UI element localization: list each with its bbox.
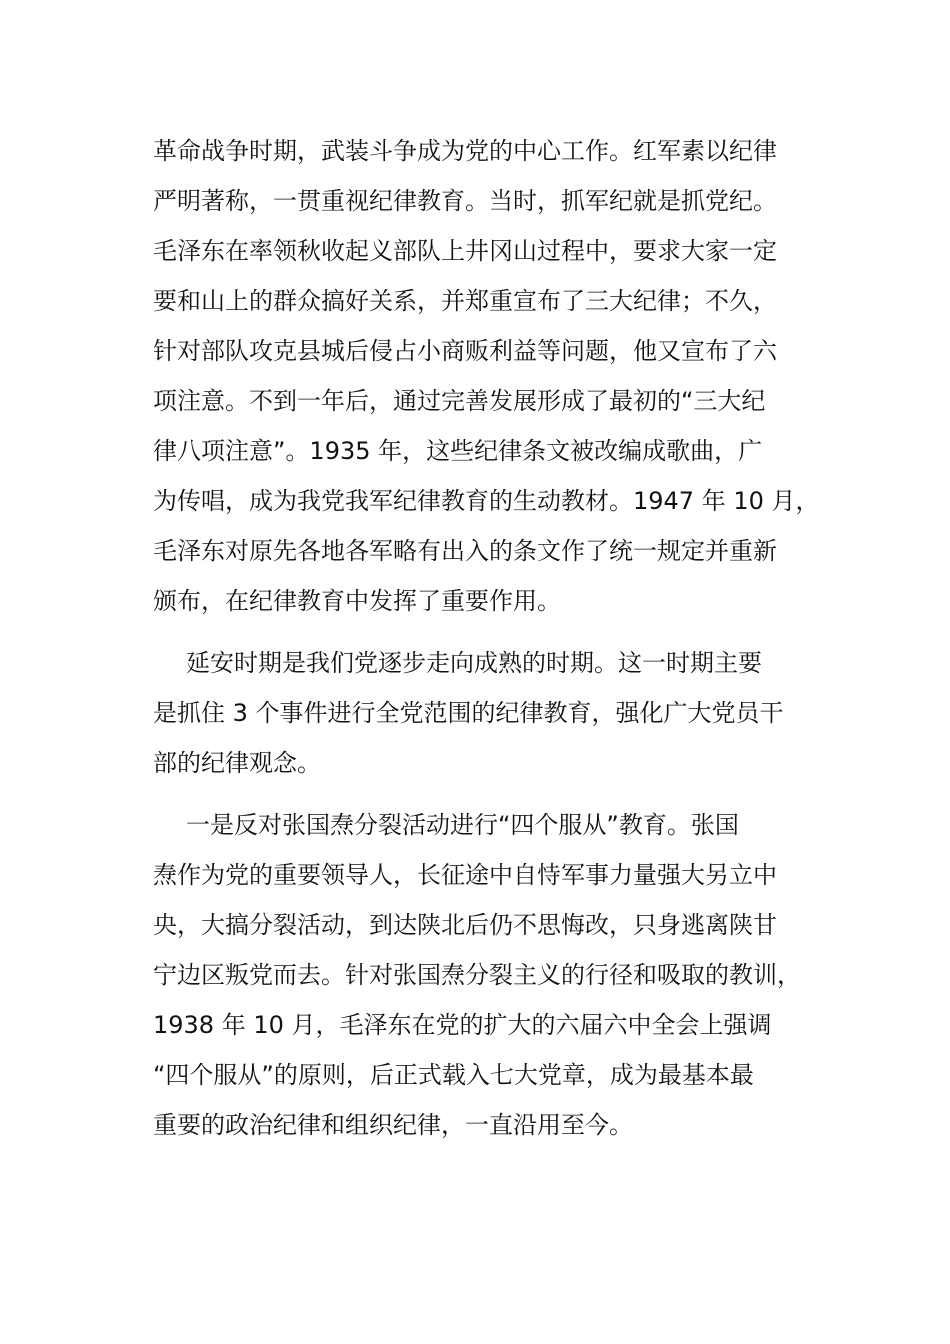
text-line: 严明著称，一贯重视纪律教育。当时，抓军纪就是抓党纪。 xyxy=(153,187,777,215)
text-line: 一是反对张国焘分裂活动进行“四个服从”教育。张国 xyxy=(186,811,739,839)
text-line: 针对部队攻克县城后侵占小商贩利益等问题，他又宣布了六 xyxy=(153,337,777,365)
text-line: 律八项注意”。1935 年，这些纪律条文被改编成歌曲，广 xyxy=(153,437,763,465)
text-line: “四个服从”的原则，后正式载入七大党章，成为最基本最 xyxy=(153,1061,754,1089)
text-line: 重要的政治纪律和组织纪律，一直沿用至今。 xyxy=(153,1111,633,1139)
paragraph-yanan-period xyxy=(153,638,813,788)
text-line: 焘作为党的重要领导人，长征途中自恃军事力量强大另立中 xyxy=(153,861,777,889)
text-line: 要和山上的群众搞好关系，并郑重宣布了三大纪律；不久， xyxy=(153,287,777,315)
text-line: 颁布，在纪律教育中发挥了重要作用。 xyxy=(153,587,561,615)
text-line: 延安时期是我们党逐步走向成熟的时期。这一时期主要 xyxy=(186,649,762,677)
paragraph-revolutionary-war xyxy=(153,126,820,626)
text-line: 1938 年 10 月，毛泽东在党的扩大的六届六中全会上强调 xyxy=(153,1011,772,1039)
text-line: 宁边区叛党而去。针对张国焘分裂主义的行径和吸取的教训， xyxy=(153,961,801,989)
text-line: 是抓住 3 个事件进行全党范围的纪律教育，强化广大党员干 xyxy=(153,699,784,727)
text-line: 毛泽东在率领秋收起义部队上井冈山过程中，要求大家一定 xyxy=(153,237,777,265)
text-line: 毛泽东对原先各地各军略有出入的条文作了统一规定并重新 xyxy=(153,537,777,565)
text-line: 为传唱，成为我党我军纪律教育的生动教材。1947 年 10 月， xyxy=(153,487,820,515)
text-line: 项注意。不到一年后，通过完善发展形成了最初的“三大纪 xyxy=(153,387,766,415)
text-line: 革命战争时期，武装斗争成为党的中心工作。红军素以纪律 xyxy=(153,137,777,165)
text-line: 部的纪律观念。 xyxy=(153,749,321,777)
text-line: 央，大搞分裂活动，到达陕北后仍不思悔改，只身逃离陕甘 xyxy=(153,911,777,939)
paragraph-four-obediences xyxy=(153,800,813,1150)
